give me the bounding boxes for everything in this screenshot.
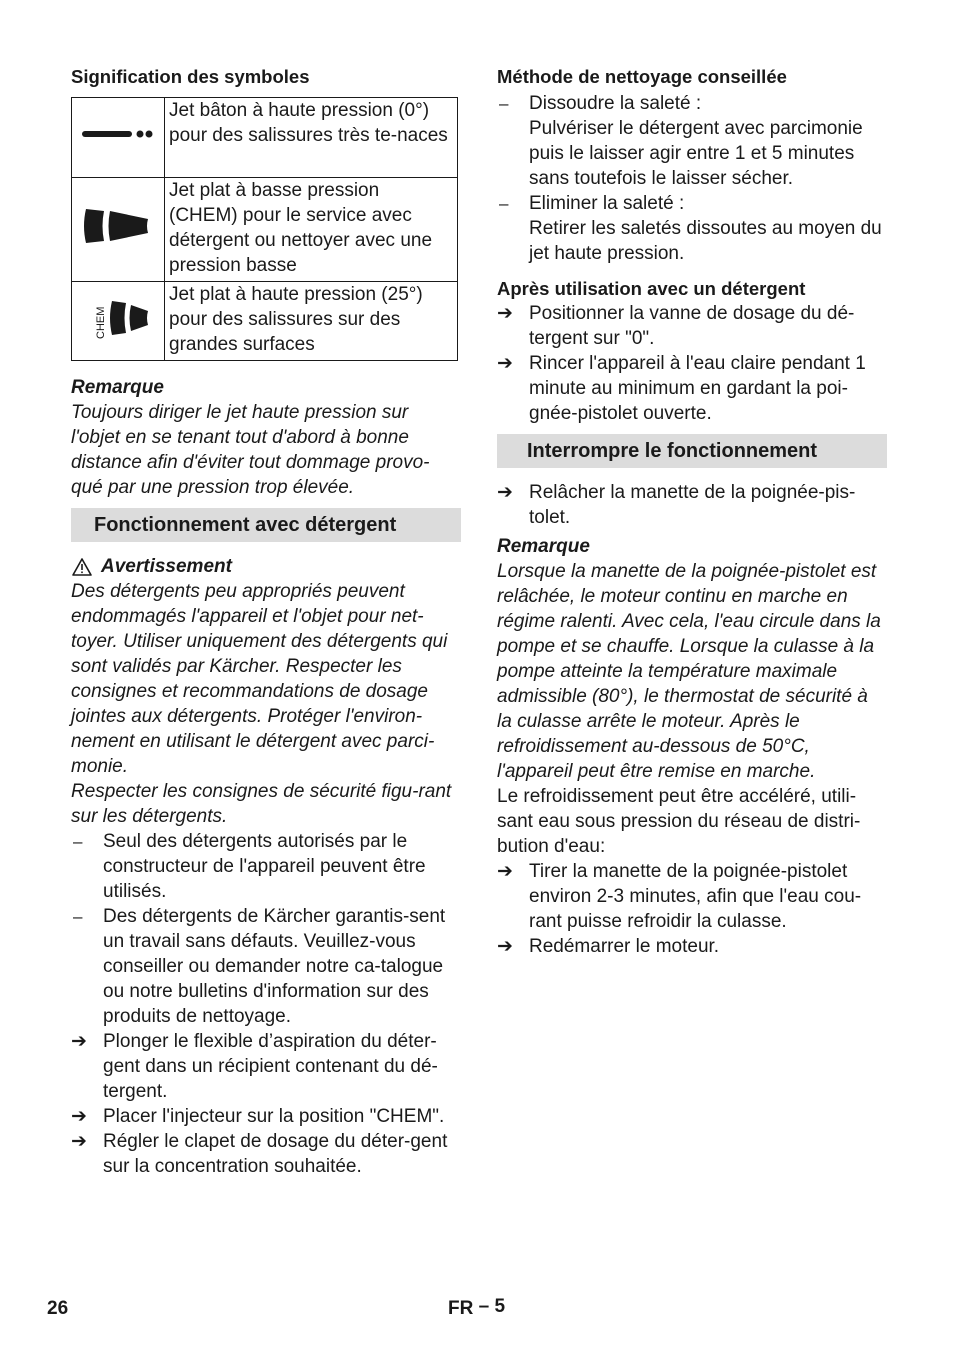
chem-label: CHEM (95, 306, 107, 339)
arrow-right-icon: ➔ (497, 303, 513, 324)
symbols-heading: Signification des symboles (71, 66, 310, 87)
symbol-description: Jet plat à basse pression (CHEM) pour le service avec détergent ou nettoyer avec une pression basse (165, 178, 458, 282)
arrow-right-icon: ➔ (497, 353, 513, 374)
list-item-text: Seul des détergents autorisés par le constructeur de l'appareil peuvent être utilisés. (103, 831, 426, 902)
list-item (497, 859, 887, 934)
arrow-right-icon: ➔ (71, 1131, 87, 1152)
dash-marker: – (73, 832, 83, 851)
list-item (497, 91, 887, 191)
list-item-text: Rincer l'appareil à l'eau claire pendant 1 minute au minimum en gardant la poi-gnée-pistolet ouverte. (529, 353, 866, 424)
arrow-right-icon: ➔ (497, 861, 513, 882)
list-item-title: Dissoudre la saleté : (529, 93, 702, 114)
list-item (497, 301, 887, 351)
table-row (72, 282, 458, 361)
list-item-text: Relâcher la manette de la poignée-pis-tolet. (529, 482, 856, 528)
arrow-right-icon: ➔ (71, 1106, 87, 1127)
list-item (497, 480, 887, 530)
symbol-cell (72, 178, 165, 282)
list-item-detail: Retirer les saletés dissoutes au moyen du jet haute pression. (529, 218, 882, 264)
section-title: Interrompre le fonctionnement (527, 440, 818, 462)
list-item (497, 351, 887, 426)
remark-text: Lorsque la manette de la poignée-pistolet est relâchée, le moteur continu en marche en régime ralenti. Avec cela, l'eau circule dans la pompe et se chauffe. Lorsque la culasse à la pompe atteinte la température maximale admissible (80°), le thermostat de sécurité à la culasse arrête le moteur. Après le refroidissement au-dessous de 50°C, l'appareil peut être remise en marche. (497, 561, 881, 782)
list-item-text: Redémarrer le moteur. (529, 936, 720, 957)
list-item-detail: Pulvériser le détergent avec parcimonie puis le laisser agir entre 1 et 5 minutes sans toutefois le laisser sécher. (529, 118, 863, 189)
symbols-table (71, 97, 458, 361)
dash-marker: – (73, 907, 83, 926)
list-item (71, 904, 461, 1029)
left-column (71, 64, 461, 1179)
list-item-text: Des détergents de Kärcher garantis-sent un travail sans défauts. Veuillez-vous conseiller ou demander notre ca-talogue ou notre bulletins d'information sur des produits de nettoyage. (103, 906, 446, 1027)
list-item (497, 934, 887, 959)
arrow-right-icon: ➔ (497, 936, 513, 957)
low-pressure-flat-jet-icon (78, 201, 158, 251)
list-item (71, 1029, 461, 1104)
symbol-description: Jet bâton à haute pression (0°) pour des salissures très te-naces (165, 98, 458, 178)
after-use-heading: Après utilisation avec un détergent (497, 278, 806, 299)
section-title-band (71, 508, 461, 542)
section-ref: – 5 (478, 1296, 506, 1317)
list-item (71, 1104, 461, 1129)
list-item-text: Régler le clapet de dosage du déter-gent sur la concentration souhaitée. (103, 1131, 448, 1177)
symbol-cell (72, 98, 165, 178)
list-item-title: Eliminer la saleté : (529, 193, 685, 214)
table-row (72, 98, 458, 178)
right-column (497, 64, 887, 959)
symbol-description: Jet plat à haute pression (25°) pour des salissures sur des grandes surfaces (165, 282, 458, 361)
warning-heading-line (71, 554, 461, 579)
warning-text-safety: Respecter les consignes de sécurité figu-rant sur les détergents. (71, 781, 452, 827)
warning-triangle-icon (71, 557, 93, 577)
remark-text: Toujours diriger le jet haute pression sur l'objet en se tenant tout d'abord à bonne distance afin d'éviter tout dommage provo-qué par une pression trop élevée. (71, 402, 430, 498)
list-item-text: Placer l'injecteur sur la position "CHEM". (103, 1106, 445, 1127)
page-footer-ref (448, 1296, 505, 1318)
method-heading: Méthode de nettoyage conseillée (497, 66, 787, 87)
arrow-right-icon: ➔ (71, 1031, 87, 1052)
list-item-text: Tirer la manette de la poignée-pistolet environ 2-3 minutes, afin que l'eau cou-rant puisse refroidir la culasse. (529, 861, 862, 932)
table-row (72, 178, 458, 282)
warning-heading: Avertissement (101, 556, 232, 577)
cooling-text: Le refroidissement peut être accéléré, utili-sant eau sous pression du réseau de distri-bution d'eau: (497, 786, 861, 857)
section-title: Fonctionnement avec détergent (94, 514, 397, 536)
list-item (71, 1129, 461, 1179)
page-number: 26 (47, 1298, 69, 1319)
dash-marker: – (499, 94, 509, 113)
list-item (71, 829, 461, 904)
list-item (497, 191, 887, 266)
list-item-text: Positionner la vanne de dosage du dé-tergent sur "0". (529, 303, 855, 349)
warning-text: Des détergents peu appropriés peuvent endommagés l'appareil et l'objet pour net-toyer. Utiliser uniquement des détergents qui sont validés par Kärcher. Respecter les consignes et recommandations de dosage jointes aux détergents. Protéger l'environ-nement en utilisant le détergent avec parci-monie. (71, 581, 448, 777)
arrow-right-icon: ➔ (497, 482, 513, 503)
high-pressure-flat-jet-chem-icon (78, 293, 158, 343)
section-title-band (497, 434, 887, 468)
dash-marker: – (499, 194, 509, 213)
remark-heading: Remarque (71, 377, 164, 398)
list-item-text: Plonger le flexible d’aspiration du déter-gent dans un récipient contenant du dé-tergent. (103, 1031, 438, 1102)
symbol-cell (72, 282, 165, 361)
high-pressure-pencil-jet-icon (78, 124, 158, 144)
language-code: FR (448, 1298, 474, 1319)
remark-heading: Remarque (497, 536, 590, 557)
